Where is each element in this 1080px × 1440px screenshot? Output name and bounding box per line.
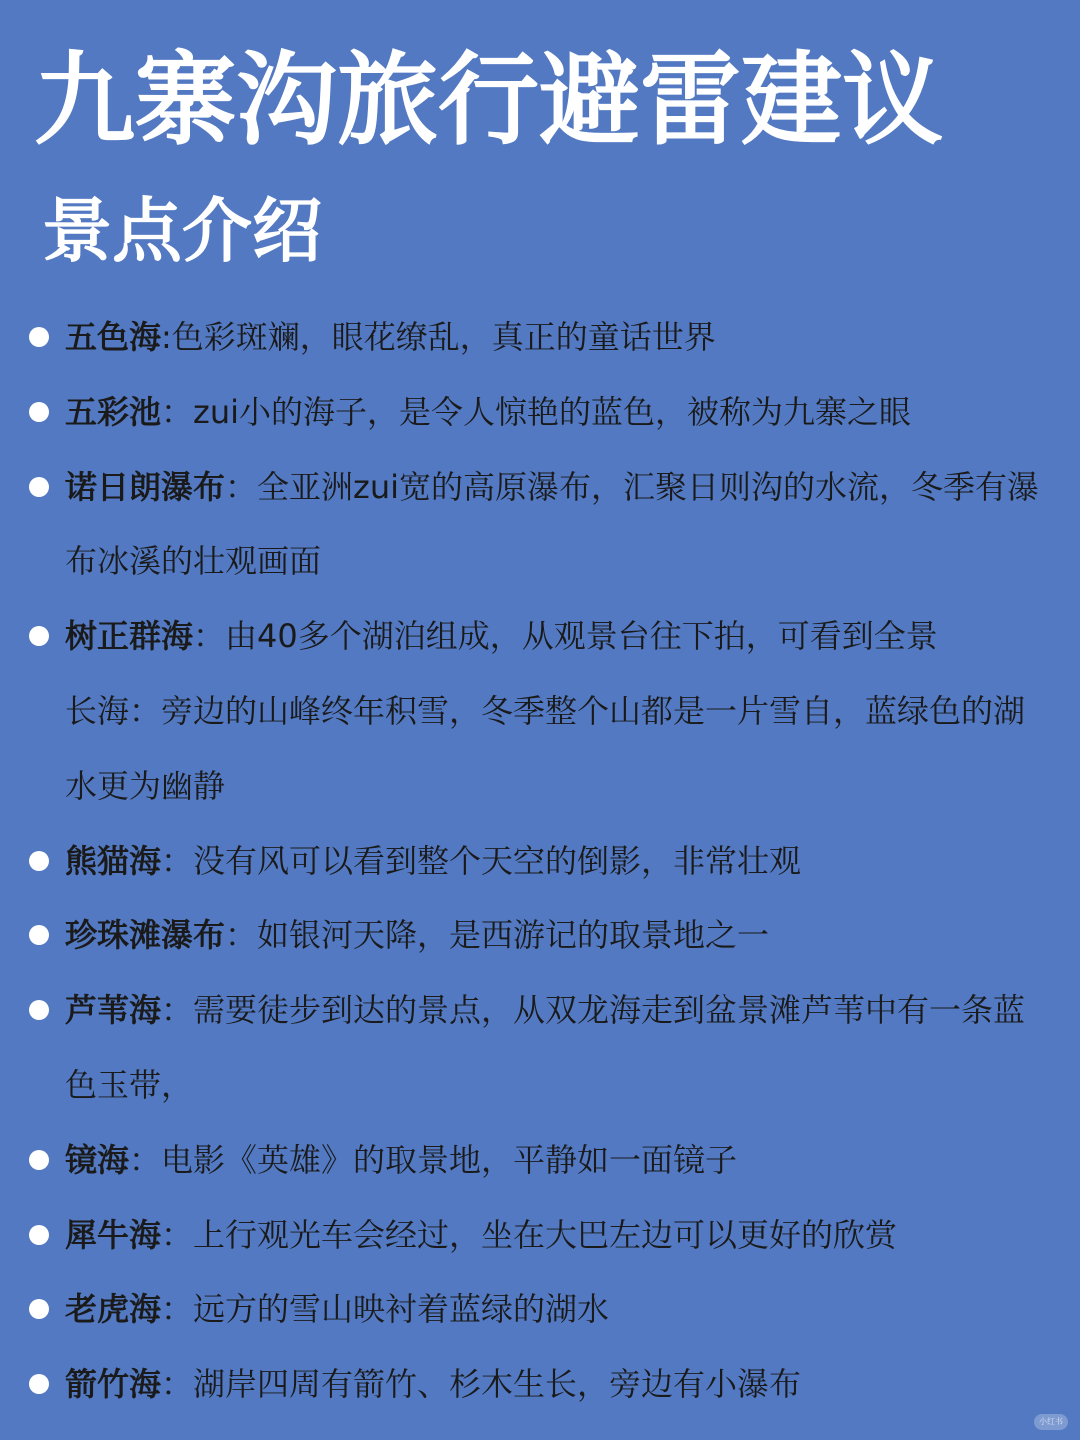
list-item-arrow-bamboo-lake [0, 1347, 1050, 1422]
attraction-name: 老虎海 [65, 1290, 162, 1329]
name-separator: ： [225, 467, 258, 506]
list-item-wuse-hai [0, 300, 1050, 375]
bullet-dot-icon [29, 402, 49, 422]
name-separator: ： [161, 1290, 194, 1329]
bullet-dot-icon [29, 1150, 49, 1170]
bullet-dot-icon [29, 477, 49, 497]
long-lake-description: 长海：旁边的山峰终年积雪，冬季整个山都是一片雪自，蓝绿色的湖水更为幽静 [65, 691, 1026, 805]
attraction-name: 镜海 [65, 1140, 130, 1179]
attraction-description: 全亚洲zui宽的高原瀑布，汇聚日则沟的水流，冬季有瀑布冰溪的壮观画面 [65, 467, 1040, 581]
bullet-dot-icon [29, 327, 49, 347]
list-item-mirror-lake [0, 1123, 1050, 1198]
list-item-rhinoceros-lake [0, 1198, 1050, 1273]
attraction-name: 五色海 [65, 318, 162, 356]
list-item-nuorilang-falls [0, 450, 1050, 600]
bullet-dot-icon [29, 1000, 49, 1020]
bullet-dot-icon [29, 1299, 49, 1319]
name-separator: ： [161, 991, 194, 1030]
attraction-name: 熊猫海 [65, 841, 162, 880]
name-separator: ： [161, 392, 194, 431]
attraction-description: zui小的海子，是令人惊艳的蓝色，被称为九寨之眼 [193, 392, 912, 431]
attraction-description: 由40多个湖泊组成，从观景台往下拍，可看到全景 [225, 617, 938, 656]
attraction-description: 色彩斑斓，眼花缭乱，真正的童话世界 [171, 318, 716, 356]
name-separator: : [161, 318, 172, 356]
bullet-dot-icon [29, 851, 49, 871]
attraction-description: 远方的雪山映衬着蓝绿的湖水 [193, 1290, 610, 1329]
attraction-description: 需要徒步到达的景点，从双龙海走到盆景滩芦苇中有一条蓝色玉带， [65, 991, 1026, 1104]
attraction-name: 箭竹海 [65, 1365, 162, 1404]
attraction-description: 没有风可以看到整个天空的倒影，非常壮观 [193, 841, 802, 880]
attraction-name: 诺日朗瀑布 [65, 467, 226, 506]
name-separator: ： [225, 916, 258, 955]
attraction-description: 电影《英雄》的取景地，平静如一面镜子 [161, 1140, 738, 1179]
section-title: 景点介绍 [42, 190, 322, 272]
list-item-tiger-lake [0, 1272, 1050, 1347]
attraction-name: 芦苇海 [65, 991, 162, 1030]
attraction-name: 珍珠滩瀑布 [65, 916, 226, 955]
attraction-list [0, 300, 1080, 1422]
list-item-pearl-shoal-falls [0, 898, 1050, 973]
list-item-shuzheng-lakes [0, 599, 1050, 823]
watermark-logo: 小红书 [1034, 1414, 1068, 1430]
attraction-name: 五彩池 [65, 392, 162, 431]
attraction-description: 湖岸四周有箭竹、杉木生长，旁边有小瀑布 [193, 1365, 802, 1404]
bullet-dot-icon [29, 1225, 49, 1245]
name-separator: ： [129, 1140, 162, 1179]
attraction-name: 树正群海 [65, 617, 194, 656]
attraction-description: 如银河天降，是西游记的取景地之一 [257, 916, 770, 955]
attraction-name: 犀牛海 [65, 1215, 162, 1254]
name-separator: ： [193, 617, 226, 656]
bullet-dot-icon [29, 626, 49, 646]
bullet-dot-icon [29, 1374, 49, 1394]
list-item-panda-lake [0, 824, 1050, 899]
list-item-wucai-chi [0, 375, 1050, 450]
list-item-reed-lake [0, 973, 1050, 1123]
attraction-description: 上行观光车会经过，坐在大巴左边可以更好的欣赏 [193, 1215, 898, 1254]
name-separator: ： [161, 841, 194, 880]
bullet-dot-icon [29, 925, 49, 945]
page-title: 九寨沟旅行避雷建议 [34, 41, 944, 159]
name-separator: ： [161, 1365, 194, 1404]
name-separator: ： [161, 1215, 194, 1254]
